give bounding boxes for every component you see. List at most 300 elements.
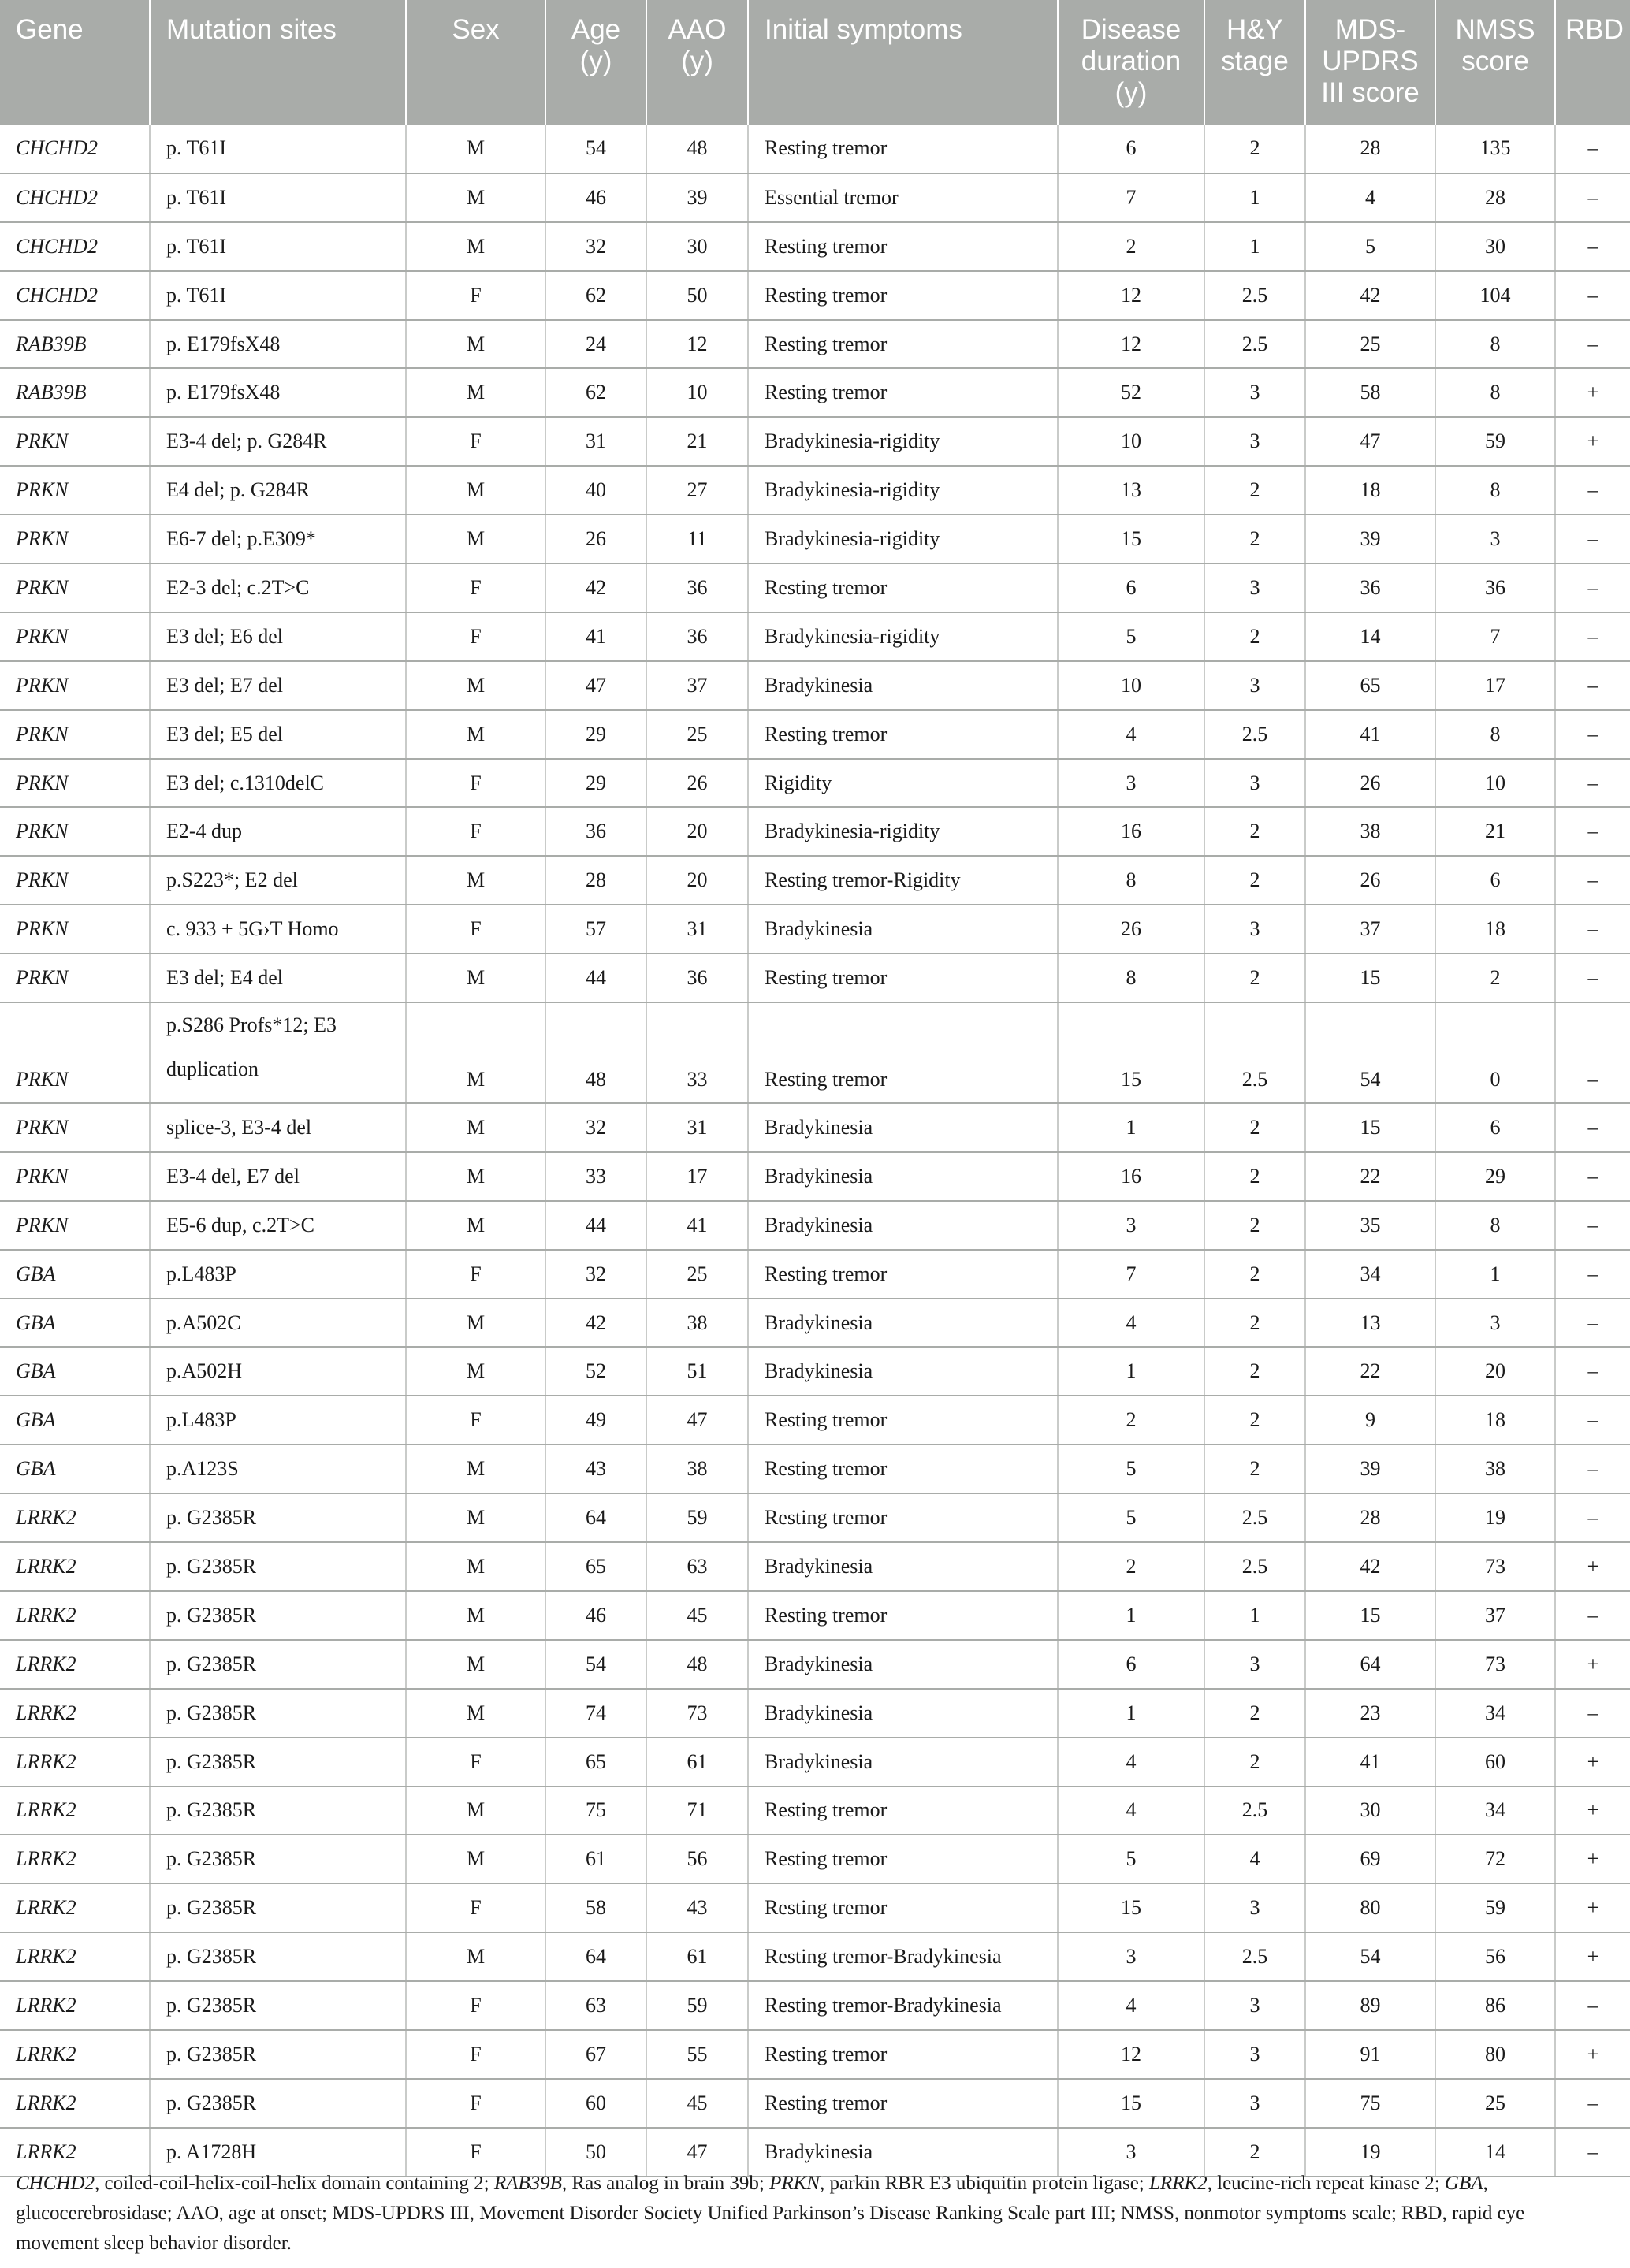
column-header-mds-updrs-iii-score: MDS-UPDRS III score — [1305, 0, 1435, 125]
cell-disease-duration: 1 — [1058, 1103, 1204, 1152]
cell-hy-stage: 2 — [1204, 2128, 1305, 2177]
cell-initial-symptoms: Resting tremor — [748, 1591, 1058, 1640]
cell-age: 26 — [545, 515, 646, 563]
cell-nmss-score: 19 — [1435, 1493, 1555, 1542]
cell-hy-stage: 2.5 — [1204, 1002, 1305, 1103]
cell-mutation-sites: c. 933 + 5G›T Homo — [150, 905, 406, 954]
cell-rbd: – — [1555, 759, 1630, 808]
cell-age: 46 — [545, 1591, 646, 1640]
cell-age: 40 — [545, 466, 646, 515]
cell-rbd: – — [1555, 661, 1630, 710]
cell-aao: 51 — [646, 1347, 748, 1396]
cell-gene: RAB39B — [0, 320, 150, 369]
table-row — [0, 710, 1630, 759]
cell-age: 74 — [545, 1689, 646, 1738]
cell-mds-updrs-iii-score: 39 — [1305, 515, 1435, 563]
cell-hy-stage: 2.5 — [1204, 271, 1305, 320]
cell-gene: PRKN — [0, 954, 150, 1002]
cell-hy-stage: 2 — [1204, 1347, 1305, 1396]
cell-mds-updrs-iii-score: 26 — [1305, 856, 1435, 905]
cell-age: 67 — [545, 2030, 646, 2079]
cell-initial-symptoms: Resting tremor — [748, 222, 1058, 271]
cell-disease-duration: 15 — [1058, 1883, 1204, 1932]
cell-hy-stage: 2 — [1204, 856, 1305, 905]
cell-hy-stage: 2 — [1204, 1299, 1305, 1348]
table-row — [0, 1152, 1630, 1201]
table-row — [0, 515, 1630, 563]
table-row — [0, 1981, 1630, 2030]
cell-rbd: – — [1555, 515, 1630, 563]
cell-sex: F — [406, 1981, 545, 2030]
cell-rbd: – — [1555, 1396, 1630, 1444]
table-row — [0, 1493, 1630, 1542]
cell-disease-duration: 16 — [1058, 807, 1204, 856]
cell-aao: 45 — [646, 1591, 748, 1640]
cell-gene: LRRK2 — [0, 1689, 150, 1738]
cell-aao: 21 — [646, 417, 748, 466]
cell-nmss-score: 1 — [1435, 1250, 1555, 1299]
cell-aao: 27 — [646, 466, 748, 515]
cell-rbd: + — [1555, 1932, 1630, 1981]
cell-aao: 50 — [646, 271, 748, 320]
cell-disease-duration: 3 — [1058, 1932, 1204, 1981]
cell-nmss-score: 56 — [1435, 1932, 1555, 1981]
cell-mds-updrs-iii-score: 23 — [1305, 1689, 1435, 1738]
cell-disease-duration: 16 — [1058, 1152, 1204, 1201]
cell-age: 42 — [545, 563, 646, 612]
cell-age: 32 — [545, 1250, 646, 1299]
cell-gene: GBA — [0, 1250, 150, 1299]
cell-age: 52 — [545, 1347, 646, 1396]
cell-sex: F — [406, 1396, 545, 1444]
cell-disease-duration: 1 — [1058, 1689, 1204, 1738]
cell-sex: M — [406, 1444, 545, 1493]
cell-disease-duration: 5 — [1058, 612, 1204, 661]
cell-disease-duration: 2 — [1058, 222, 1204, 271]
cell-mutation-sites: p. G2385R — [150, 1738, 406, 1787]
cell-rbd: – — [1555, 563, 1630, 612]
cell-aao: 48 — [646, 125, 748, 173]
cell-age: 28 — [545, 856, 646, 905]
cell-mutation-sites: p. G2385R — [150, 1932, 406, 1981]
table-row — [0, 1396, 1630, 1444]
cell-mds-updrs-iii-score: 4 — [1305, 173, 1435, 222]
header-row — [0, 0, 1630, 125]
cell-hy-stage: 2.5 — [1204, 1542, 1305, 1591]
cell-nmss-score: 28 — [1435, 173, 1555, 222]
cell-mds-updrs-iii-score: 42 — [1305, 1542, 1435, 1591]
cell-aao: 36 — [646, 954, 748, 1002]
cell-mutation-sites: p.L483P — [150, 1396, 406, 1444]
cell-mutation-sites: p. G2385R — [150, 1787, 406, 1835]
cell-rbd: – — [1555, 905, 1630, 954]
cell-disease-duration: 6 — [1058, 125, 1204, 173]
cell-hy-stage: 3 — [1204, 1640, 1305, 1689]
cell-hy-stage: 2.5 — [1204, 1932, 1305, 1981]
cell-sex: M — [406, 173, 545, 222]
cell-age: 57 — [545, 905, 646, 954]
cell-nmss-score: 8 — [1435, 710, 1555, 759]
cell-nmss-score: 104 — [1435, 271, 1555, 320]
cell-age: 50 — [545, 2128, 646, 2177]
table-row — [0, 1787, 1630, 1835]
footnote-abbrev: GBA — [1444, 2173, 1483, 2194]
cell-nmss-score: 8 — [1435, 1201, 1555, 1250]
cell-age: 62 — [545, 368, 646, 417]
cell-hy-stage: 2 — [1204, 466, 1305, 515]
table-row — [0, 856, 1630, 905]
table-row — [0, 1591, 1630, 1640]
cell-aao: 11 — [646, 515, 748, 563]
cell-rbd: – — [1555, 1444, 1630, 1493]
cell-nmss-score: 135 — [1435, 125, 1555, 173]
cell-sex: M — [406, 1152, 545, 1201]
cell-disease-duration: 12 — [1058, 320, 1204, 369]
cell-nmss-score: 14 — [1435, 2128, 1555, 2177]
cell-aao: 31 — [646, 905, 748, 954]
cell-mutation-sites: p. G2385R — [150, 1883, 406, 1932]
cell-initial-symptoms: Bradykinesia — [748, 2128, 1058, 2177]
cell-mds-updrs-iii-score: 41 — [1305, 1738, 1435, 1787]
cell-mds-updrs-iii-score: 58 — [1305, 368, 1435, 417]
cell-mds-updrs-iii-score: 25 — [1305, 320, 1435, 369]
cell-age: 24 — [545, 320, 646, 369]
cell-hy-stage: 2 — [1204, 1152, 1305, 1201]
cell-mds-updrs-iii-score: 89 — [1305, 1981, 1435, 2030]
table-row — [0, 759, 1630, 808]
cell-hy-stage: 3 — [1204, 759, 1305, 808]
cell-mds-updrs-iii-score: 15 — [1305, 954, 1435, 1002]
cell-rbd: – — [1555, 612, 1630, 661]
cell-hy-stage: 2 — [1204, 954, 1305, 1002]
cell-disease-duration: 52 — [1058, 368, 1204, 417]
cell-nmss-score: 60 — [1435, 1738, 1555, 1787]
cell-gene: PRKN — [0, 807, 150, 856]
footnote-text: , Ras analog in brain 39b; — [561, 2173, 770, 2194]
cell-initial-symptoms: Resting tremor — [748, 1493, 1058, 1542]
cell-aao: 56 — [646, 1835, 748, 1883]
table-row — [0, 368, 1630, 417]
cell-rbd: + — [1555, 1738, 1630, 1787]
cell-disease-duration: 1 — [1058, 1591, 1204, 1640]
cell-disease-duration: 2 — [1058, 1542, 1204, 1591]
cell-hy-stage: 2 — [1204, 1396, 1305, 1444]
cell-disease-duration: 3 — [1058, 1201, 1204, 1250]
column-header-aao: AAO (y) — [646, 0, 748, 125]
cell-initial-symptoms: Resting tremor-Bradykinesia — [748, 1932, 1058, 1981]
cell-sex: M — [406, 710, 545, 759]
cell-sex: M — [406, 1542, 545, 1591]
cell-sex: M — [406, 1932, 545, 1981]
cell-age: 29 — [545, 710, 646, 759]
cell-initial-symptoms: Resting tremor — [748, 1002, 1058, 1103]
cell-sex: M — [406, 1103, 545, 1152]
cell-disease-duration: 12 — [1058, 271, 1204, 320]
cell-nmss-score: 59 — [1435, 417, 1555, 466]
cell-mutation-sites: p.L483P — [150, 1250, 406, 1299]
footnote-text: , leucine-rich repeat kinase 2; — [1207, 2173, 1445, 2194]
cell-rbd: – — [1555, 1002, 1630, 1103]
column-header-hy-stage: H&Y stage — [1204, 0, 1305, 125]
cell-nmss-score: 18 — [1435, 1396, 1555, 1444]
cell-gene: LRRK2 — [0, 1493, 150, 1542]
cell-mutation-sites: p. G2385R — [150, 1835, 406, 1883]
cell-initial-symptoms: Bradykinesia — [748, 1152, 1058, 1201]
cell-mutation-sites: E3-4 del, E7 del — [150, 1152, 406, 1201]
cell-mutation-sites: E3 del; E4 del — [150, 954, 406, 1002]
cell-hy-stage: 3 — [1204, 1883, 1305, 1932]
cell-disease-duration: 8 — [1058, 954, 1204, 1002]
cell-disease-duration: 3 — [1058, 759, 1204, 808]
cell-disease-duration: 4 — [1058, 1738, 1204, 1787]
cell-mds-updrs-iii-score: 65 — [1305, 661, 1435, 710]
cell-age: 58 — [545, 1883, 646, 1932]
cell-aao: 61 — [646, 1932, 748, 1981]
cell-aao: 26 — [646, 759, 748, 808]
cell-hy-stage: 2 — [1204, 1103, 1305, 1152]
cell-initial-symptoms: Resting tremor — [748, 1250, 1058, 1299]
cell-age: 75 — [545, 1787, 646, 1835]
cell-initial-symptoms: Bradykinesia — [748, 905, 1058, 954]
cell-mds-updrs-iii-score: 54 — [1305, 1002, 1435, 1103]
column-header-nmss-score: NMSS score — [1435, 0, 1555, 125]
cell-disease-duration: 15 — [1058, 515, 1204, 563]
cell-aao: 59 — [646, 1981, 748, 2030]
cell-mutation-sites: p. G2385R — [150, 1542, 406, 1591]
cell-mutation-sites: E3 del; E6 del — [150, 612, 406, 661]
cell-rbd: – — [1555, 320, 1630, 369]
cell-sex: M — [406, 222, 545, 271]
cell-mutation-sites: p. T61I — [150, 125, 406, 173]
cell-age: 65 — [545, 1738, 646, 1787]
cell-nmss-score: 8 — [1435, 466, 1555, 515]
table-row — [0, 1738, 1630, 1787]
cell-hy-stage: 1 — [1204, 222, 1305, 271]
cell-gene: PRKN — [0, 710, 150, 759]
cell-disease-duration: 7 — [1058, 1250, 1204, 1299]
cell-rbd: – — [1555, 954, 1630, 1002]
cell-aao: 38 — [646, 1444, 748, 1493]
cell-disease-duration: 3 — [1058, 2128, 1204, 2177]
table-row — [0, 905, 1630, 954]
cell-nmss-score: 29 — [1435, 1152, 1555, 1201]
cell-mutation-sites: E3 del; E5 del — [150, 710, 406, 759]
cell-sex: F — [406, 807, 545, 856]
cell-mds-updrs-iii-score: 34 — [1305, 1250, 1435, 1299]
table-row — [0, 2030, 1630, 2079]
cell-nmss-score: 17 — [1435, 661, 1555, 710]
cell-sex: M — [406, 1299, 545, 1348]
cell-mds-updrs-iii-score: 19 — [1305, 2128, 1435, 2177]
cell-age: 47 — [545, 661, 646, 710]
cell-nmss-score: 8 — [1435, 320, 1555, 369]
cell-sex: F — [406, 271, 545, 320]
cell-aao: 47 — [646, 2128, 748, 2177]
cell-disease-duration: 6 — [1058, 563, 1204, 612]
cell-aao: 59 — [646, 1493, 748, 1542]
column-header-disease-duration: Disease duration (y) — [1058, 0, 1204, 125]
cell-sex: M — [406, 125, 545, 173]
cell-rbd: – — [1555, 1689, 1630, 1738]
table-row — [0, 1299, 1630, 1348]
cell-age: 62 — [545, 271, 646, 320]
table-row — [0, 1932, 1630, 1981]
cell-aao: 61 — [646, 1738, 748, 1787]
cell-sex: M — [406, 856, 545, 905]
cell-age: 65 — [545, 1542, 646, 1591]
table-body — [0, 125, 1630, 2177]
cell-nmss-score: 21 — [1435, 807, 1555, 856]
cell-initial-symptoms: Resting tremor — [748, 125, 1058, 173]
cell-aao: 45 — [646, 2079, 748, 2128]
cell-rbd: – — [1555, 1493, 1630, 1542]
cell-mds-updrs-iii-score: 38 — [1305, 807, 1435, 856]
cell-mutation-sites: E2-4 dup — [150, 807, 406, 856]
cell-hy-stage: 2.5 — [1204, 320, 1305, 369]
footnote-abbrev: RAB39B — [493, 2173, 562, 2194]
cell-mutation-sites: p. G2385R — [150, 2079, 406, 2128]
cell-initial-symptoms: Resting tremor — [748, 1835, 1058, 1883]
cell-gene: RAB39B — [0, 368, 150, 417]
cell-hy-stage: 2 — [1204, 1444, 1305, 1493]
cell-sex: M — [406, 368, 545, 417]
cell-rbd: – — [1555, 222, 1630, 271]
cell-initial-symptoms: Bradykinesia-rigidity — [748, 807, 1058, 856]
column-header-gene: Gene — [0, 0, 150, 125]
cell-nmss-score: 7 — [1435, 612, 1555, 661]
cell-mds-updrs-iii-score: 36 — [1305, 563, 1435, 612]
cell-hy-stage: 3 — [1204, 2030, 1305, 2079]
cell-nmss-score: 30 — [1435, 222, 1555, 271]
cell-hy-stage: 4 — [1204, 1835, 1305, 1883]
cell-sex: M — [406, 1493, 545, 1542]
footnote-abbrev: PRKN — [769, 2173, 820, 2194]
cell-gene: PRKN — [0, 417, 150, 466]
cell-mutation-sites: splice-3, E3-4 del — [150, 1103, 406, 1152]
cell-disease-duration: 7 — [1058, 173, 1204, 222]
cell-aao: 25 — [646, 1250, 748, 1299]
cell-mutation-sites: E3 del; c.1310delC — [150, 759, 406, 808]
cell-age: 42 — [545, 1299, 646, 1348]
cell-rbd: – — [1555, 807, 1630, 856]
cell-rbd: – — [1555, 856, 1630, 905]
cell-initial-symptoms: Bradykinesia — [748, 1201, 1058, 1250]
cell-disease-duration: 1 — [1058, 1347, 1204, 1396]
footnote-abbrev: LRRK2 — [1149, 2173, 1208, 2194]
cell-gene: PRKN — [0, 515, 150, 563]
cell-aao: 17 — [646, 1152, 748, 1201]
table-row — [0, 1640, 1630, 1689]
table-row — [0, 1542, 1630, 1591]
cell-aao: 37 — [646, 661, 748, 710]
cell-nmss-score: 18 — [1435, 905, 1555, 954]
cell-mds-updrs-iii-score: 18 — [1305, 466, 1435, 515]
cell-rbd: – — [1555, 173, 1630, 222]
cell-mds-updrs-iii-score: 47 — [1305, 417, 1435, 466]
table-row — [0, 1201, 1630, 1250]
cell-mds-updrs-iii-score: 54 — [1305, 1932, 1435, 1981]
cell-sex: F — [406, 1883, 545, 1932]
table-footnote — [16, 2169, 1608, 2259]
cell-initial-symptoms: Bradykinesia-rigidity — [748, 515, 1058, 563]
cell-sex: M — [406, 661, 545, 710]
cell-gene: CHCHD2 — [0, 125, 150, 173]
cell-initial-symptoms: Bradykinesia — [748, 1689, 1058, 1738]
cell-sex: M — [406, 515, 545, 563]
cell-initial-symptoms: Resting tremor-Bradykinesia — [748, 1981, 1058, 2030]
cell-sex: F — [406, 612, 545, 661]
cell-sex: F — [406, 2030, 545, 2079]
cell-mds-updrs-iii-score: 42 — [1305, 271, 1435, 320]
cell-rbd: – — [1555, 1299, 1630, 1348]
cell-nmss-score: 73 — [1435, 1640, 1555, 1689]
cell-age: 41 — [545, 612, 646, 661]
footnote-text: , glucocerebrosidase; AAO, age at onset; MDS-UPDRS III, Movement Disorder Society Unified Parkinson’s Disease Ranking Scale part III; NMSS, nonmotor symptoms scale; RBD, rapid eye movement sleep behavior disorder. — [16, 2173, 1525, 2254]
table-row — [0, 417, 1630, 466]
cell-hy-stage: 2 — [1204, 1738, 1305, 1787]
cell-initial-symptoms: Bradykinesia-rigidity — [748, 466, 1058, 515]
cell-mds-updrs-iii-score: 28 — [1305, 125, 1435, 173]
cell-rbd: – — [1555, 1201, 1630, 1250]
column-header-age: Age (y) — [545, 0, 646, 125]
cell-hy-stage: 2 — [1204, 807, 1305, 856]
cell-hy-stage: 2.5 — [1204, 1787, 1305, 1835]
cell-sex: M — [406, 466, 545, 515]
cell-gene: PRKN — [0, 1201, 150, 1250]
cell-disease-duration: 10 — [1058, 661, 1204, 710]
cell-age: 36 — [545, 807, 646, 856]
cell-initial-symptoms: Bradykinesia — [748, 1347, 1058, 1396]
cell-mutation-sites: p. G2385R — [150, 1591, 406, 1640]
cell-initial-symptoms: Bradykinesia — [748, 1738, 1058, 1787]
cell-disease-duration: 5 — [1058, 1493, 1204, 1542]
cell-aao: 33 — [646, 1002, 748, 1103]
cell-hy-stage: 2 — [1204, 125, 1305, 173]
cell-initial-symptoms: Resting tremor — [748, 2030, 1058, 2079]
cell-nmss-score: 3 — [1435, 1299, 1555, 1348]
cell-mutation-sites: p.A502C — [150, 1299, 406, 1348]
cell-mutation-sites: p. E179fsX48 — [150, 320, 406, 369]
cell-sex: M — [406, 1787, 545, 1835]
cell-gene: LRRK2 — [0, 1835, 150, 1883]
table-row — [0, 125, 1630, 173]
cell-sex: F — [406, 1738, 545, 1787]
cell-mds-updrs-iii-score: 22 — [1305, 1347, 1435, 1396]
cell-aao: 36 — [646, 612, 748, 661]
cell-mds-updrs-iii-score: 91 — [1305, 2030, 1435, 2079]
cell-initial-symptoms: Resting tremor — [748, 368, 1058, 417]
cell-disease-duration: 5 — [1058, 1444, 1204, 1493]
table-row — [0, 954, 1630, 1002]
cell-mds-updrs-iii-score: 5 — [1305, 222, 1435, 271]
cell-initial-symptoms: Resting tremor — [748, 1787, 1058, 1835]
cell-sex: M — [406, 1835, 545, 1883]
cell-disease-duration: 8 — [1058, 856, 1204, 905]
cell-aao: 12 — [646, 320, 748, 369]
cell-disease-duration: 12 — [1058, 2030, 1204, 2079]
cell-hy-stage: 1 — [1204, 1591, 1305, 1640]
cell-gene: LRRK2 — [0, 1640, 150, 1689]
cell-gene: GBA — [0, 1347, 150, 1396]
cell-sex: F — [406, 563, 545, 612]
cell-mutation-sites: p.S286 Profs*12; E3 duplication — [150, 1002, 406, 1103]
cell-rbd: – — [1555, 1591, 1630, 1640]
cell-sex: M — [406, 954, 545, 1002]
cell-gene: PRKN — [0, 905, 150, 954]
cell-mds-updrs-iii-score: 22 — [1305, 1152, 1435, 1201]
table-row — [0, 320, 1630, 369]
cell-nmss-score: 37 — [1435, 1591, 1555, 1640]
